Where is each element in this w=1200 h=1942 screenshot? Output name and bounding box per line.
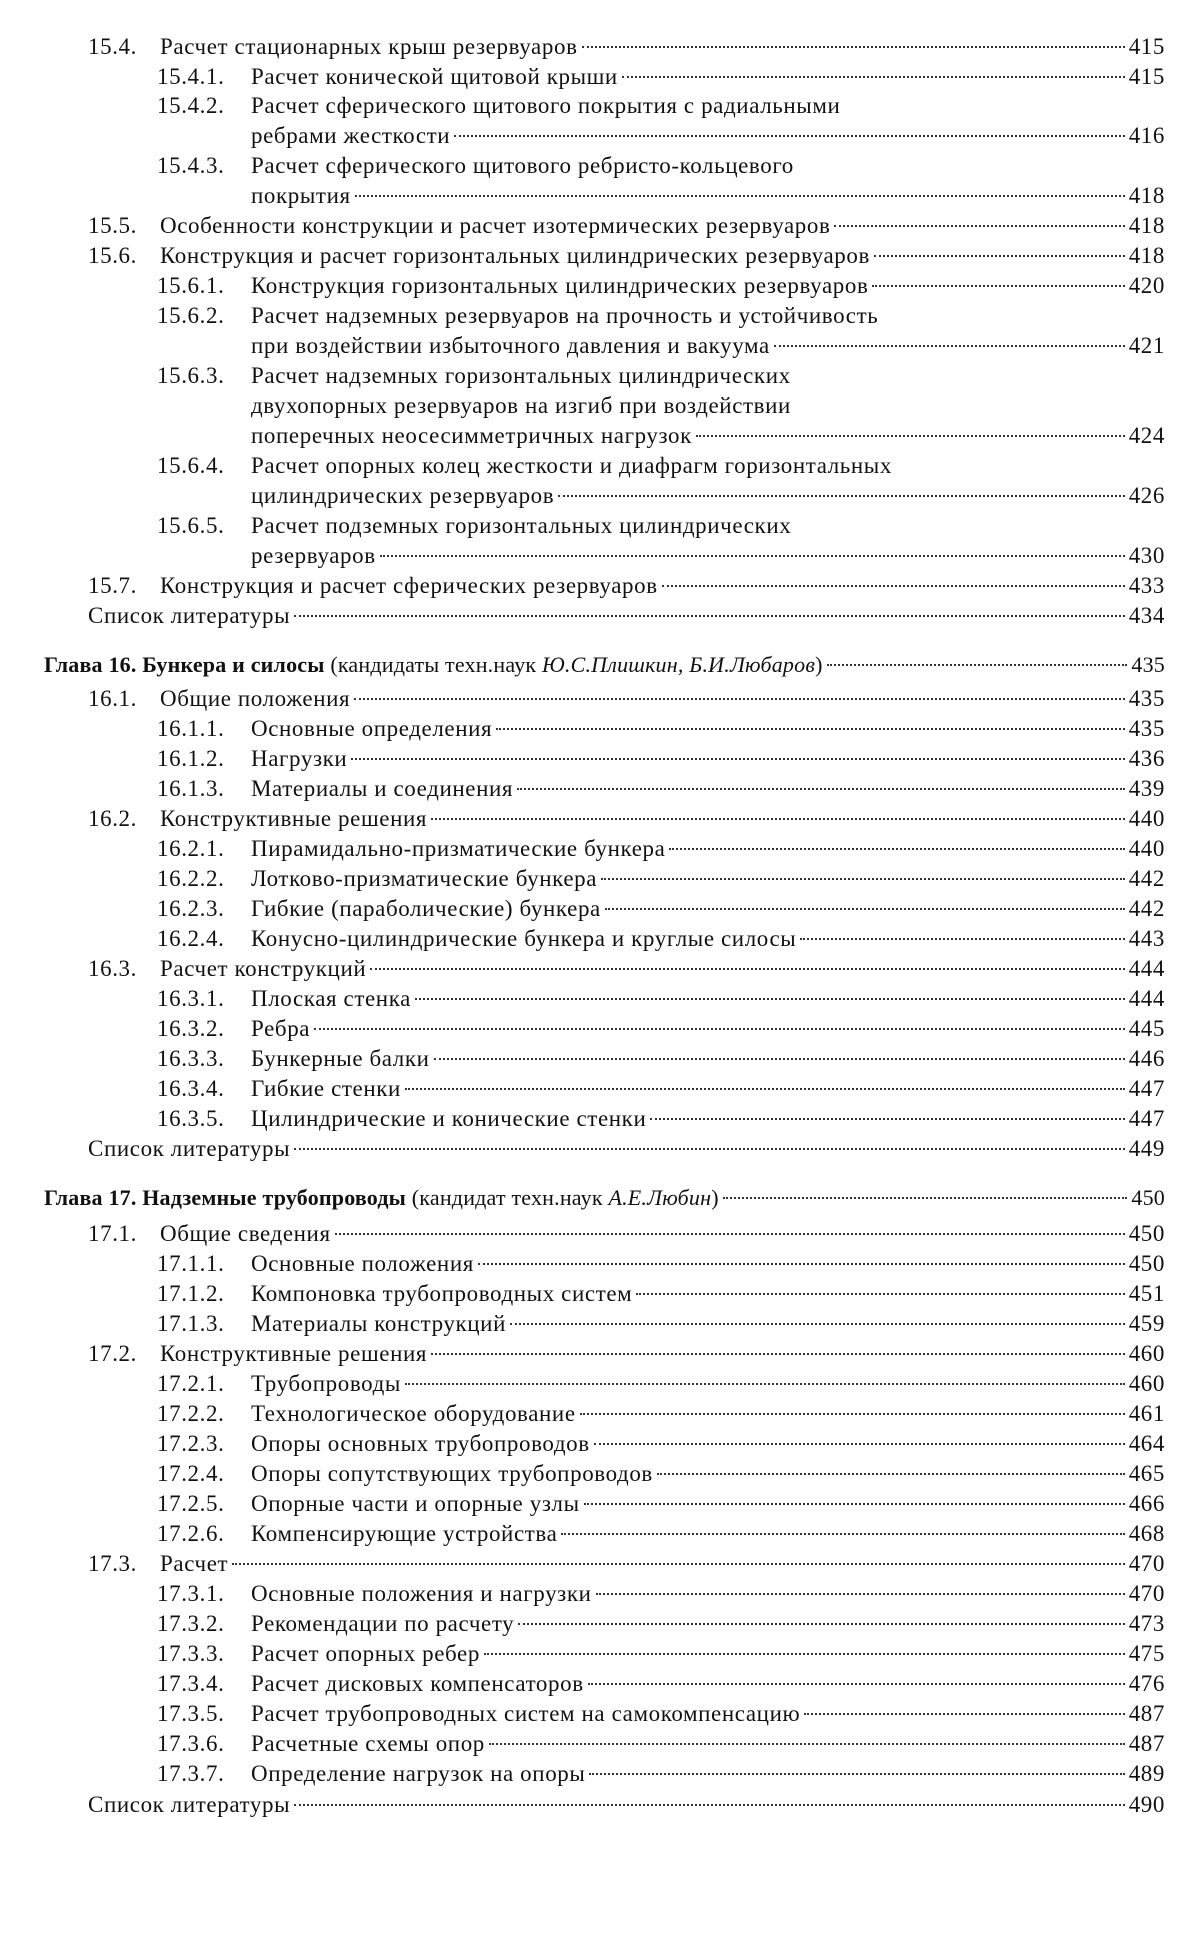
entry-number: 16.1. — [88, 686, 137, 711]
toc-entry — [157, 774, 1165, 804]
entry-title-line: двухопорных резервуаров на изгиб при воздействии — [251, 393, 791, 418]
entry-title: Основные определения — [251, 716, 493, 741]
chapter-authors-prefix: (кандидат техн.наук — [411, 1185, 609, 1210]
chapter-authors-suffix: ) — [711, 1185, 719, 1210]
page-number: 435 — [1128, 716, 1165, 741]
toc-entry — [88, 954, 1165, 984]
references-title: Список литературы — [88, 1136, 291, 1161]
entry-title: Расчет конструкций — [160, 956, 367, 981]
entry-number: 17.3. — [88, 1551, 137, 1576]
dot-leader — [723, 1182, 1128, 1199]
entry-number: 17.3.5. — [157, 1701, 225, 1726]
entry-title: Основные положения и нагрузки — [251, 1581, 592, 1606]
toc-entry — [157, 1014, 1165, 1044]
toc-entry — [88, 1134, 1165, 1164]
dot-leader — [589, 1757, 1124, 1775]
entry-title: Опоры сопутствующих трубопроводов — [251, 1461, 653, 1486]
dot-leader — [405, 1367, 1125, 1385]
dot-leader — [834, 209, 1124, 227]
entry-number: 15.6.4. — [157, 453, 225, 478]
entry-title: Цилиндрические и конические стенки — [251, 1106, 647, 1131]
toc-entry — [157, 834, 1165, 864]
entry-title: Гибкие стенки — [251, 1076, 401, 1101]
toc-entry — [251, 331, 1165, 361]
toc-entry — [157, 1519, 1165, 1549]
dot-leader — [580, 1397, 1125, 1415]
entry-title: Расчет трубопроводных систем на самокомпенсацию — [251, 1701, 801, 1726]
page-number: 443 — [1128, 926, 1165, 951]
entry-number: 17.1.3. — [157, 1311, 225, 1336]
entry-number: 16.2.1. — [157, 836, 225, 861]
entry-number: 16.2. — [88, 806, 137, 831]
page-number: 430 — [1128, 543, 1165, 568]
entry-number: 17.3.7. — [157, 1761, 225, 1786]
entry-title: Конструкция и расчет сферических резервуаров — [160, 573, 658, 598]
dot-leader — [696, 419, 1125, 437]
page-number: 447 — [1128, 1106, 1165, 1131]
dot-leader — [405, 1072, 1125, 1090]
entry-number: 16.3.4. — [157, 1076, 225, 1101]
entry-title: Расчет конической щитовой крыши — [251, 64, 618, 89]
entry-number: 17.2. — [88, 1341, 137, 1366]
page-number: 435 — [1128, 686, 1165, 711]
entry-number: 15.4.2. — [157, 93, 225, 118]
entry-title: Расчет дисковых компенсаторов — [251, 1671, 584, 1696]
toc-entry — [157, 1669, 1165, 1699]
entry-number: 15.7. — [88, 573, 137, 598]
dot-leader — [601, 862, 1125, 880]
dot-leader — [657, 1457, 1125, 1475]
toc-entry — [157, 271, 1165, 301]
dot-leader — [517, 772, 1125, 790]
page-number: 439 — [1128, 776, 1165, 801]
page-number: 473 — [1128, 1611, 1165, 1636]
toc-entry — [157, 1699, 1165, 1729]
dot-leader — [380, 539, 1125, 557]
page-number: 426 — [1128, 483, 1165, 508]
chapter-title: Глава 16. Бункера и силосы — [44, 652, 325, 677]
dot-leader — [232, 1547, 1125, 1565]
dot-leader — [650, 1102, 1124, 1120]
page-number: 444 — [1128, 986, 1165, 1011]
entry-title: Плоская стенка — [251, 986, 411, 1011]
toc-entry — [157, 1309, 1165, 1339]
entry-title-continuation: ребрами жесткости — [251, 123, 451, 148]
chapter-heading — [44, 1183, 1165, 1213]
dot-leader — [596, 1577, 1125, 1595]
entry-title: Трубопроводы — [251, 1371, 401, 1396]
entry-title: Опорные части и опорные узлы — [251, 1491, 580, 1516]
dot-leader — [800, 922, 1124, 940]
page-number: 470 — [1128, 1551, 1165, 1576]
entry-title — [157, 301, 878, 331]
entry-number: 16.2.3. — [157, 896, 225, 921]
dot-leader — [518, 1607, 1124, 1625]
entry-number: 16.1.1. — [157, 716, 225, 741]
entry-title: Конструкция горизонтальных цилиндрических резервуаров — [251, 273, 869, 298]
dot-leader — [434, 1042, 1125, 1060]
toc-entry — [88, 601, 1165, 631]
page-number: 445 — [1128, 1016, 1165, 1041]
entry-title: Конструкция и расчет горизонтальных цилиндрических резервуаров — [160, 243, 870, 268]
entry-number: 17.2.1. — [157, 1371, 225, 1396]
page-number: 442 — [1128, 866, 1165, 891]
toc-entry — [157, 1429, 1165, 1459]
page-number: 490 — [1128, 1792, 1165, 1817]
page-number: 418 — [1128, 183, 1165, 208]
toc-entry — [157, 1399, 1165, 1429]
entry-title: Конструктивные решения — [160, 806, 428, 831]
entry-title: Основные положения — [251, 1251, 474, 1276]
entry-title: Рекомендации по расчету — [251, 1611, 515, 1636]
entry-number: 17.2.6. — [157, 1521, 225, 1546]
toc-entry — [88, 804, 1165, 834]
toc-entry — [157, 1639, 1165, 1669]
toc-entry — [157, 1044, 1165, 1074]
dot-leader — [584, 1487, 1125, 1505]
dot-leader — [294, 1788, 1125, 1806]
page-number: 476 — [1128, 1671, 1165, 1696]
entry-title: Гибкие (параболические) бункера — [251, 896, 601, 921]
entry-number: 15.6. — [88, 243, 137, 268]
entry-title — [157, 151, 794, 181]
toc-entry — [157, 864, 1165, 894]
dot-leader — [558, 479, 1124, 497]
entry-title: Определение нагрузок на опоры — [251, 1761, 586, 1786]
toc-entry — [157, 1759, 1165, 1789]
page-number: 424 — [1128, 423, 1165, 448]
entry-title-line: Расчет надземных резервуаров на прочность и устойчивость — [251, 303, 879, 328]
entry-number: 16.3. — [88, 956, 137, 981]
dot-leader — [872, 269, 1124, 287]
entry-title: Лотково-призматические бункера — [251, 866, 598, 891]
chapter-authors-suffix: ) — [815, 652, 823, 677]
page-number: 475 — [1128, 1641, 1165, 1666]
toc-entry — [251, 541, 1165, 571]
entry-number: 16.1.3. — [157, 776, 225, 801]
entry-title-continuation: резервуаров — [251, 543, 376, 568]
page-number: 421 — [1128, 333, 1165, 358]
entry-number: 16.2.2. — [157, 866, 225, 891]
page-number: 420 — [1128, 273, 1165, 298]
toc-entry — [251, 121, 1165, 151]
entry-title-line: Расчет сферического щитового покрытия с радиальными — [251, 93, 841, 118]
dot-leader — [774, 329, 1125, 347]
toc-entry — [157, 1369, 1165, 1399]
dot-leader — [605, 892, 1125, 910]
entry-number: 16.3.1. — [157, 986, 225, 1011]
toc-entry — [157, 1459, 1165, 1489]
entry-title: Расчет опорных ребер — [251, 1641, 480, 1666]
dot-leader — [431, 1337, 1125, 1355]
entry-title: Компоновка трубопроводных систем — [251, 1281, 633, 1306]
toc-entry — [157, 1489, 1165, 1519]
page-number: 487 — [1128, 1731, 1165, 1756]
dot-leader — [355, 179, 1125, 197]
entry-title: Общие положения — [160, 686, 351, 711]
entry-number: 15.6.3. — [157, 363, 225, 388]
entry-number: 17.2.2. — [157, 1401, 225, 1426]
entry-number: 17.1.1. — [157, 1251, 225, 1276]
dot-leader — [669, 832, 1124, 850]
entry-title-continuation: при воздействии избыточного давления и вакуума — [251, 333, 770, 358]
entry-number: 17.1. — [88, 1221, 137, 1246]
dot-leader — [351, 742, 1124, 760]
toc-entry — [157, 1609, 1165, 1639]
page-number: 466 — [1128, 1491, 1165, 1516]
entry-number: 16.3.2. — [157, 1016, 225, 1041]
toc-entry — [157, 924, 1165, 954]
entry-title-continuation — [251, 391, 791, 421]
toc-entry — [157, 1074, 1165, 1104]
entry-number: 17.3.6. — [157, 1731, 225, 1756]
entry-title: Расчетные схемы опор — [251, 1731, 485, 1756]
entry-title-continuation: покрытия — [251, 183, 351, 208]
toc-entry — [157, 744, 1165, 774]
entry-number: 17.2.3. — [157, 1431, 225, 1456]
entry-number: 17.2.4. — [157, 1461, 225, 1486]
page-number: 468 — [1128, 1521, 1165, 1546]
references-title: Список литературы — [88, 1792, 291, 1817]
chapter-authors-prefix: (кандидаты техн.наук — [330, 652, 542, 677]
page-number: 449 — [1128, 1136, 1165, 1161]
page-number: 460 — [1128, 1341, 1165, 1366]
entry-title: Нагрузки — [251, 746, 348, 771]
dot-leader — [354, 682, 1124, 700]
entry-number: 17.3.1. — [157, 1581, 225, 1606]
dot-leader — [594, 1427, 1125, 1445]
entry-title: Бункерные балки — [251, 1046, 430, 1071]
dot-leader — [582, 30, 1125, 48]
entry-title-line: Расчет сферического щитового ребристо-кольцевого — [251, 153, 794, 178]
entry-title-continuation: цилиндрических резервуаров — [251, 483, 555, 508]
page-number: 446 — [1128, 1046, 1165, 1071]
dot-leader — [827, 649, 1128, 666]
dot-leader — [622, 60, 1125, 78]
entry-number: 16.1.2. — [157, 746, 225, 771]
entry-number: 15.6.5. — [157, 513, 225, 538]
dot-leader — [636, 1277, 1124, 1295]
page-number: 450 — [1128, 1221, 1165, 1246]
toc-entry — [88, 211, 1165, 241]
page-number: 434 — [1128, 603, 1165, 628]
entry-number: 17.2.5. — [157, 1491, 225, 1516]
chapter-heading — [44, 650, 1165, 680]
toc-entry — [157, 1104, 1165, 1134]
page-number: 460 — [1128, 1371, 1165, 1396]
entry-title-continuation: поперечных неосесимметричных нагрузок — [251, 423, 692, 448]
page-number: 489 — [1128, 1761, 1165, 1786]
dot-leader — [510, 1307, 1125, 1325]
dot-leader — [314, 1012, 1125, 1030]
page-number: 461 — [1128, 1401, 1165, 1426]
page-number: 444 — [1128, 956, 1165, 981]
dot-leader — [294, 599, 1125, 617]
page-number: 451 — [1128, 1281, 1165, 1306]
toc-entry — [88, 241, 1165, 271]
toc-entry — [88, 32, 1165, 62]
toc-entry — [251, 421, 1165, 451]
toc-entry — [157, 1729, 1165, 1759]
entry-title: Материалы и соединения — [251, 776, 514, 801]
entry-title: Расчет стационарных крыш резервуаров — [160, 34, 578, 59]
dot-leader — [588, 1667, 1125, 1685]
entry-title: Расчет — [160, 1551, 229, 1576]
entry-title: Технологическое оборудование — [251, 1401, 576, 1426]
dot-leader — [478, 1247, 1125, 1265]
entry-title — [157, 91, 840, 121]
page-number: 418 — [1128, 243, 1165, 268]
entry-number: 15.4.1. — [157, 64, 225, 89]
entry-number: 17.3.3. — [157, 1641, 225, 1666]
entry-number: 17.3.4. — [157, 1671, 225, 1696]
entry-number: 16.3.5. — [157, 1106, 225, 1131]
dot-leader — [496, 712, 1124, 730]
page-number: 418 — [1128, 213, 1165, 238]
dot-leader — [489, 1727, 1125, 1745]
entry-title — [157, 511, 791, 541]
entry-number: 15.4. — [88, 34, 137, 59]
entry-title: Особенности конструкции и расчет изотермических резервуаров — [160, 213, 831, 238]
entry-title-line: Расчет опорных колец жесткости и диафрагм горизонтальных — [251, 453, 892, 478]
entry-number: 15.5. — [88, 213, 137, 238]
page-number: 450 — [1128, 1251, 1165, 1276]
toc-entry — [251, 481, 1165, 511]
chapter-title: Глава 17. Надземные трубопроводы — [44, 1185, 407, 1210]
page-number: 440 — [1128, 806, 1165, 831]
entry-title: Конструктивные решения — [160, 1341, 428, 1366]
toc-entry — [88, 1549, 1165, 1579]
entry-title: Компенсирующие устройства — [251, 1521, 558, 1546]
page-number: 436 — [1128, 746, 1165, 771]
dot-leader — [415, 982, 1125, 1000]
page-number: 487 — [1128, 1701, 1165, 1726]
page-number: 440 — [1128, 836, 1165, 861]
entry-number: 16.2.4. — [157, 926, 225, 951]
entry-title: Ребра — [251, 1016, 311, 1041]
page-number: 435 — [1131, 652, 1165, 677]
entry-title — [157, 451, 892, 481]
entry-number: 17.3.2. — [157, 1611, 225, 1636]
dot-leader — [370, 952, 1124, 970]
dot-leader — [454, 119, 1124, 137]
entry-title: Конусно-цилиндрические бункера и круглые силосы — [251, 926, 797, 951]
entry-title: Пирамидально-призматические бункера — [251, 836, 666, 861]
toc-entry — [157, 1279, 1165, 1309]
toc-entry — [88, 684, 1165, 714]
page-number: 470 — [1128, 1581, 1165, 1606]
dot-leader — [294, 1132, 1125, 1150]
toc-entry — [157, 1579, 1165, 1609]
entry-title: Материалы конструкций — [251, 1311, 506, 1336]
references-title: Список литературы — [88, 603, 291, 628]
page-number: 415 — [1128, 64, 1165, 89]
entry-title: Опоры основных трубопроводов — [251, 1431, 590, 1456]
entry-title-line: Расчет надземных горизонтальных цилиндрических — [251, 363, 791, 388]
toc-entry — [88, 571, 1165, 601]
entry-number: 15.6.2. — [157, 303, 225, 328]
dot-leader — [662, 569, 1125, 587]
toc-entry — [157, 714, 1165, 744]
dot-leader — [874, 239, 1125, 257]
toc-entry — [157, 984, 1165, 1014]
page-number: 415 — [1128, 34, 1165, 59]
dot-leader — [561, 1517, 1124, 1535]
entry-title-line: Расчет подземных горизонтальных цилиндрических — [251, 513, 792, 538]
toc-entry — [157, 894, 1165, 924]
page-number: 465 — [1128, 1461, 1165, 1486]
dot-leader — [431, 802, 1125, 820]
page-number: 447 — [1128, 1076, 1165, 1101]
entry-number: 15.6.1. — [157, 273, 225, 298]
toc-entry — [157, 1249, 1165, 1279]
entry-number: 15.4.3. — [157, 153, 225, 178]
page-number: 442 — [1128, 896, 1165, 921]
chapter-authors: Ю.С.Плишкин, Б.И.Любаров — [542, 652, 816, 677]
entry-title — [157, 361, 791, 391]
entry-number: 17.1.2. — [157, 1281, 225, 1306]
page-number: 459 — [1128, 1311, 1165, 1336]
page-number: 464 — [1128, 1431, 1165, 1456]
entry-title: Общие сведения — [160, 1221, 331, 1246]
dot-leader — [804, 1697, 1124, 1715]
entry-number: 16.3.3. — [157, 1046, 225, 1071]
toc-entry — [88, 1339, 1165, 1369]
toc-entry — [251, 181, 1165, 211]
chapter-authors: А.Е.Любин — [608, 1185, 712, 1210]
page-number: 416 — [1128, 123, 1165, 148]
page-number: 433 — [1128, 573, 1165, 598]
page-number: 450 — [1131, 1185, 1165, 1210]
toc-entry — [157, 62, 1165, 92]
dot-leader — [335, 1217, 1125, 1235]
toc-entry — [88, 1219, 1165, 1249]
toc-entry — [88, 1790, 1165, 1820]
dot-leader — [484, 1637, 1125, 1655]
